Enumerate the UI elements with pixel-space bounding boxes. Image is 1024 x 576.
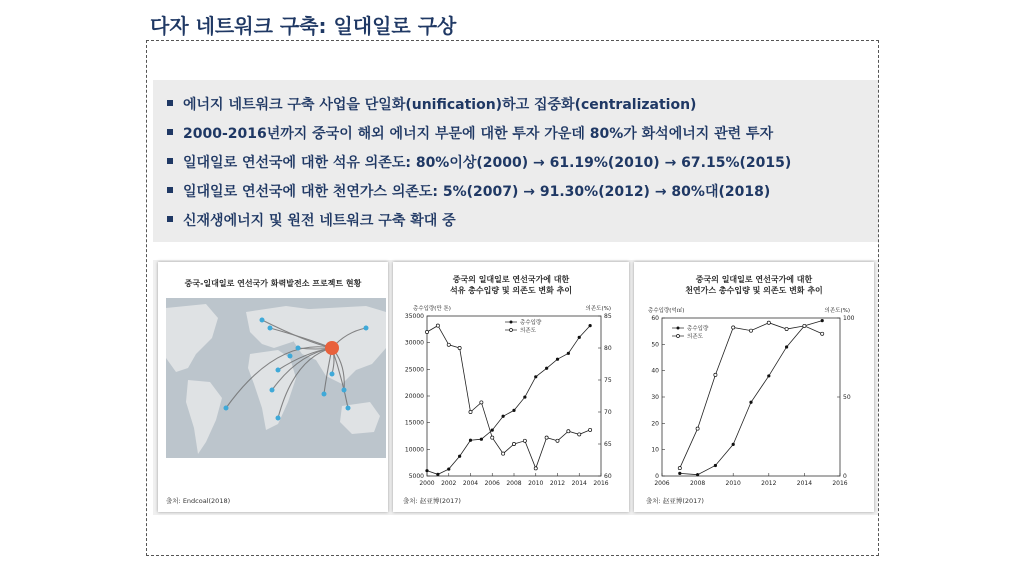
plant-marker [296,346,301,351]
plant-marker [330,372,335,377]
data-point [447,343,450,346]
bullet-box [153,80,878,242]
data-point [749,329,752,332]
map-source: 출처: Endcoal(2018) [166,497,231,505]
data-point [556,358,559,361]
figure-panel [153,260,878,515]
data-point [678,472,681,475]
data-point [523,395,526,398]
y-tick-label-left: 0 [655,473,659,480]
plant-marker [322,392,327,397]
data-point [556,439,559,442]
data-point [512,442,515,445]
bullet-text: 에너지 네트워크 구축 사업을 단일화(unification)하고 집중화(centralization) [183,97,697,113]
plant-marker [346,406,351,411]
y-tick-label-left: 35000 [404,313,424,320]
bullet-item [167,150,791,179]
data-point [785,327,788,330]
data-point [578,433,581,436]
data-point [436,473,439,476]
plant-marker [364,326,369,331]
bullet-item [167,208,791,237]
plant-marker [276,416,281,421]
plot-frame [662,318,840,476]
x-tick-label: 2012 [549,480,566,487]
y-tick-label-left: 40 [651,367,659,375]
series-line-2 [427,326,590,469]
legend-label: 총수입량 [687,326,709,332]
data-point [696,473,699,476]
series-line-2 [680,323,822,468]
y-tick-label-right: 100 [843,315,855,322]
x-tick-label: 2002 [441,480,457,487]
y-tick-label-right: 75 [604,377,612,384]
data-point [491,436,494,439]
data-point [567,430,570,433]
plant-marker [224,406,229,411]
data-point [502,415,505,418]
oil-chart [395,298,627,494]
bullet-square-icon [167,158,173,164]
series-line-1 [427,326,590,475]
legend-marker [510,321,513,324]
y-tick-label-left: 30000 [404,339,424,347]
data-point [578,336,581,339]
y-tick-label-left: 20 [651,420,659,428]
data-point [678,467,681,470]
gas-chart [636,298,872,494]
y-tick-label-left: 5000 [408,473,424,480]
legend-marker [510,329,513,332]
china-hub-marker [325,341,339,355]
y-tick-label-left: 60 [651,315,659,322]
data-point [732,326,735,329]
data-point [469,410,472,413]
data-point [767,374,770,377]
bullet-square-icon [167,100,173,106]
oil-chart-title-line1: 중국의 일대일로 연선국가에 대한 [452,275,570,284]
data-point [534,375,537,378]
data-point [425,469,428,472]
data-point [714,464,717,467]
data-point [425,330,428,333]
x-tick-label: 2008 [689,480,706,487]
map-title: 중국-일대일로 연선국가 화력발전소 프로젝트 현황 [184,279,362,288]
series-line-1 [680,321,822,475]
oil-chart-card [393,262,629,512]
data-point [749,401,752,404]
y-tick-label-left: 10000 [404,446,424,454]
y-tick-label-right: 80 [604,345,612,352]
data-point [696,427,699,430]
data-point [589,428,592,431]
gas-chart-title-line2: 천연가스 총수입량 및 의존도 변화 추이 [685,286,823,295]
gas-chart-title-line1: 중국의 일대일로 연선국가에 대한 [695,275,813,284]
data-point [567,352,570,355]
y-tick-label-right: 60 [604,473,612,480]
x-tick-label: 2006 [654,480,670,487]
y-axis-right-label: 의존도(%) [585,306,611,312]
bullet-text: 일대일로 연선국에 대한 천연가스 의존도: 5%(2007) → 91.30%(2012) → 80%대(2018) [183,184,771,200]
coal-plant-map [166,298,386,458]
y-tick-label-left: 15000 [404,419,424,427]
bullet-text: 일대일로 연선국에 대한 석유 의존도: 80%이상(2000) → 61.19%(2010) → 67.15%(2015) [183,155,792,171]
data-point [480,438,483,441]
x-tick-label: 2008 [506,480,522,487]
y-tick-label-left: 25000 [404,366,424,374]
data-point [458,455,461,458]
plant-marker [260,318,265,323]
legend-label: 총수입량 [520,320,542,326]
data-point [458,346,461,349]
data-point [803,324,806,327]
x-tick-label: 2000 [419,480,435,487]
map-card [158,262,388,512]
data-point [732,443,735,446]
bullet-item [167,92,791,121]
legend-label: 의존도 [520,328,536,334]
x-tick-label: 2014 [571,480,587,487]
data-point [821,319,824,322]
oil-chart-title-line2: 석유 총수입량 및 의존도 변화 추이 [449,286,573,295]
x-tick-label: 2016 [832,480,848,487]
oil-source: 출처: 赵亚博(2017) [403,497,461,505]
data-point [589,324,592,327]
y-tick-label-right: 50 [843,394,851,401]
bullet-item [167,179,791,208]
bullet-text: 신재생에너지 및 원전 네트워크 구축 확대 중 [183,213,456,229]
legend-marker [677,327,680,330]
y-tick-label-left: 30 [651,394,659,401]
y-axis-left-label: 총수입량(억㎥) [648,308,685,314]
bullet-list [167,92,791,237]
x-tick-label: 2004 [462,480,479,487]
y-tick-label-right: 70 [604,409,612,416]
y-axis-left-label: 총수입량(만 톤) [413,306,451,312]
plot-frame [427,316,601,476]
plant-marker [268,326,273,331]
bullet-item [167,121,791,150]
gas-chart-card [634,262,874,512]
data-point [469,439,472,442]
gas-source: 출처: 赵亚博(2017) [646,497,704,505]
data-point [491,429,494,432]
bullet-square-icon [167,187,173,193]
slide-title: 다자 네트워크 구축: 일대일로 구상 [150,14,457,38]
x-tick-label: 2010 [725,480,741,487]
data-point [767,321,770,324]
data-point [447,467,450,470]
data-point [480,401,483,404]
bullet-text: 2000-2016년까지 중국이 해외 에너지 부문에 대한 투자 가운데 80%가 화석에너지 관련 투자 [183,126,774,142]
y-tick-label-left: 50 [651,341,659,349]
y-tick-label-right: 85 [604,313,612,320]
data-point [785,345,788,348]
legend-label: 의존도 [687,334,703,340]
data-point [502,452,505,455]
data-point [545,367,548,370]
bullet-square-icon [167,129,173,135]
x-tick-label: 2012 [761,480,777,487]
bullet-square-icon [167,216,173,222]
y-axis-right-label: 의존도(%) [824,308,850,314]
data-point [523,439,526,442]
y-tick-label-left: 20000 [404,393,424,400]
x-tick-label: 2006 [484,480,500,487]
plant-marker [288,354,293,359]
data-point [821,332,824,335]
data-point [714,373,717,376]
plant-marker [342,388,347,393]
x-tick-label: 2010 [528,480,544,487]
y-tick-label-right: 0 [843,473,847,480]
x-tick-label: 2014 [796,480,813,487]
data-point [512,409,515,412]
data-point [545,436,548,439]
y-tick-label-left: 10 [651,446,659,454]
data-point [436,324,439,327]
plant-marker [270,388,275,393]
x-tick-label: 2016 [593,480,609,487]
y-tick-label-right: 65 [604,441,612,448]
plant-marker [276,368,281,373]
legend-marker [677,335,680,338]
data-point [534,467,537,470]
